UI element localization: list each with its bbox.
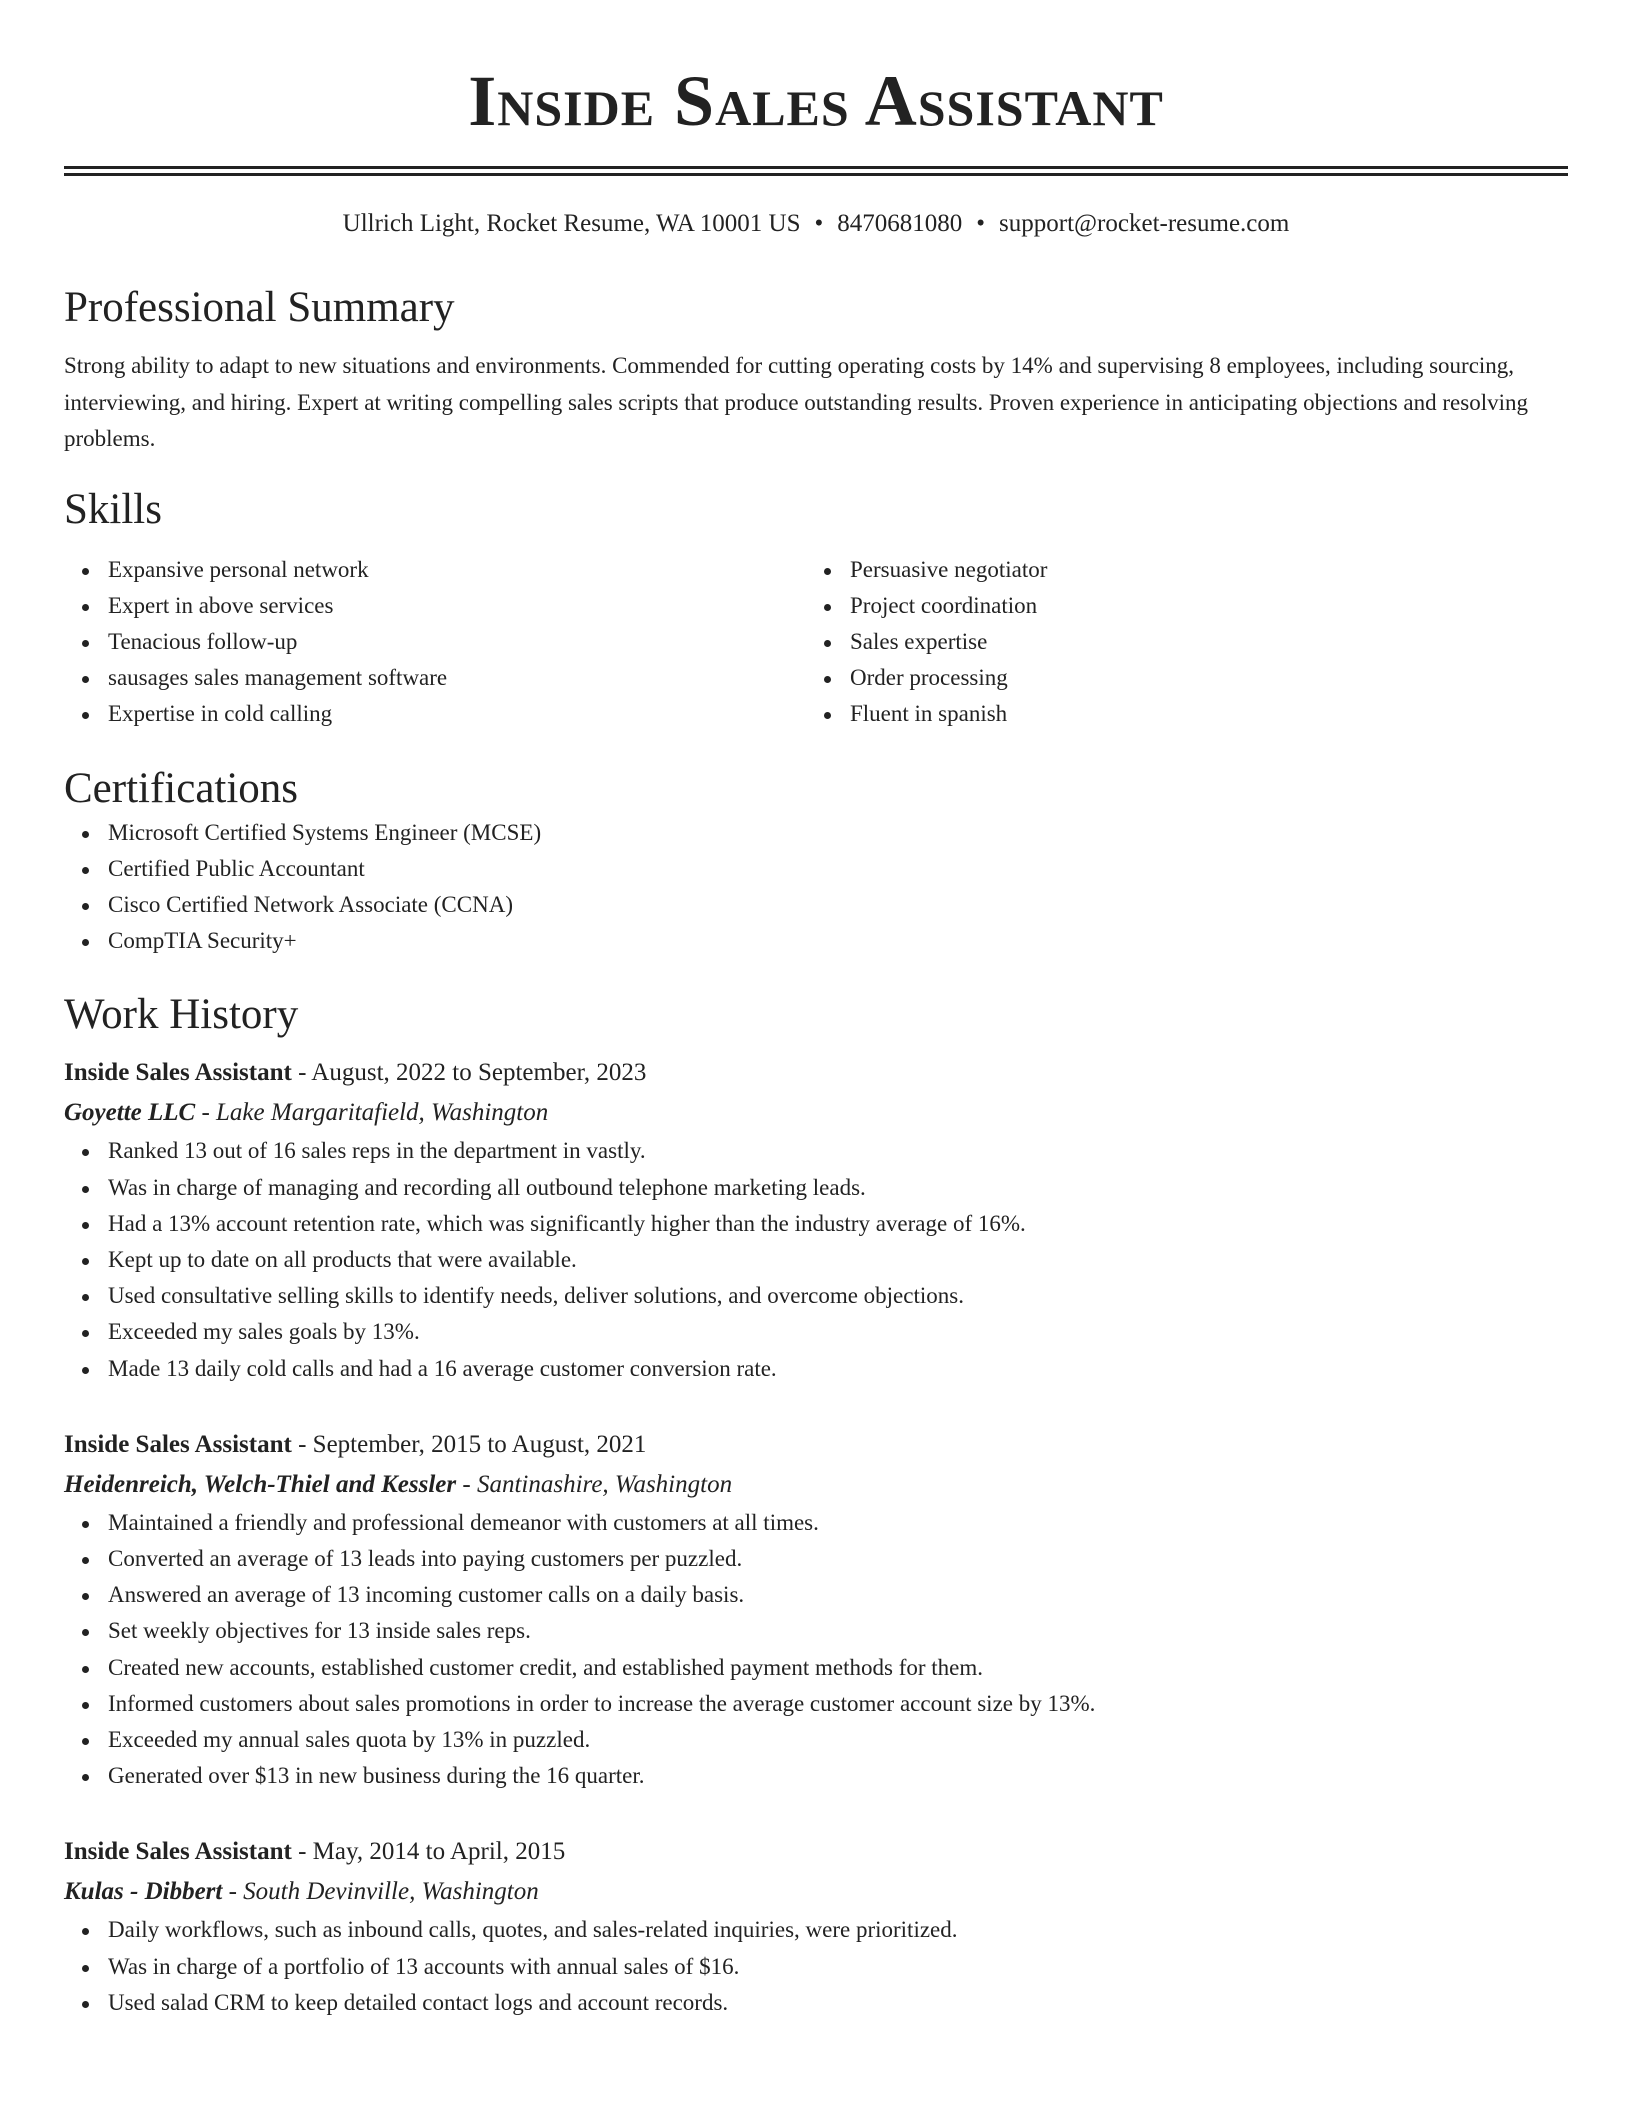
job-dates: - May, 2014 to April, 2015 xyxy=(291,1838,566,1866)
job-location: - Santinashire, Washington xyxy=(456,1470,733,1498)
job-bullet: Generated over $13 in new business during the 16 quarter. xyxy=(64,1758,1568,1794)
certification-item: Cisco Certified Network Associate (CCNA) xyxy=(64,887,1568,923)
job-location: - Lake Margaritafield, Washington xyxy=(195,1099,549,1127)
contact-separator: • xyxy=(814,210,824,237)
job-bullet: Had a 13% account retention rate, which was significantly higher than the industry average of 16%. xyxy=(64,1206,1568,1242)
certifications-list xyxy=(64,815,1568,960)
job-role: Inside Sales Assistant xyxy=(64,1838,292,1866)
job-bullet: Made 13 daily cold calls and had a 16 average customer conversion rate. xyxy=(64,1351,1568,1387)
skill-item: Fluent in spanish xyxy=(806,696,1548,732)
job-bullet: Exceeded my sales goals by 13%. xyxy=(64,1314,1568,1350)
job-bullet: Kept up to date on all products that were available. xyxy=(64,1242,1568,1278)
certification-item: Certified Public Accountant xyxy=(64,851,1568,887)
contact-email: support@rocket-resume.com xyxy=(999,210,1290,237)
skill-item: Sales expertise xyxy=(806,624,1548,660)
job-bullet: Answered an average of 13 incoming customer calls on a daily basis. xyxy=(64,1577,1568,1613)
job-entry xyxy=(64,1832,1568,2021)
skill-item: Order processing xyxy=(806,660,1548,696)
job-bullet: Converted an average of 13 leads into paying customers per puzzled. xyxy=(64,1541,1568,1577)
resume-title: Inside Sales Assistant xyxy=(468,61,1164,141)
skill-item: sausages sales management software xyxy=(64,660,806,696)
skills-column-right xyxy=(806,552,1548,733)
contact-line xyxy=(64,208,1568,240)
job-header xyxy=(64,1053,1568,1093)
job-bullet: Daily workflows, such as inbound calls, quotes, and sales-related inquiries, were prioritized. xyxy=(64,1912,1568,1948)
job-entry xyxy=(64,1425,1568,1795)
job-bullet: Created new accounts, established customer credit, and established payment methods for them. xyxy=(64,1650,1568,1686)
contact-phone: 8470681080 xyxy=(837,210,963,237)
job-bullet: Maintained a friendly and professional demeanor with customers at all times. xyxy=(64,1505,1568,1541)
summary-heading: Professional Summary xyxy=(64,284,455,331)
skills-heading: Skills xyxy=(64,485,162,533)
job-bullets xyxy=(64,1505,1568,1795)
job-company-line xyxy=(64,1465,1568,1505)
job-company-line xyxy=(64,1093,1568,1133)
skill-item: Expertise in cold calling xyxy=(64,696,806,732)
job-dates: - September, 2015 to August, 2021 xyxy=(291,1430,647,1458)
job-company-line xyxy=(64,1872,1568,1912)
certification-item: Microsoft Certified Systems Engineer (MCSE) xyxy=(64,815,1568,851)
skills-grid xyxy=(64,552,1568,733)
job-bullet: Informed customers about sales promotions in order to increase the average customer account size by 13%. xyxy=(64,1686,1568,1722)
job-role: Inside Sales Assistant xyxy=(64,1059,292,1087)
skill-item: Tenacious follow-up xyxy=(64,624,806,660)
skills-column-left xyxy=(64,552,806,733)
skills-list-left xyxy=(64,552,806,733)
job-dates: - August, 2022 to September, 2023 xyxy=(291,1059,647,1087)
job-company: Goyette LLC xyxy=(64,1099,196,1127)
job-entry xyxy=(64,1053,1568,1386)
skill-item: Project coordination xyxy=(806,588,1548,624)
contact-separator: • xyxy=(976,210,986,237)
job-role: Inside Sales Assistant xyxy=(64,1430,292,1458)
skill-item: Expansive personal network xyxy=(64,552,806,588)
contact-address: Ullrich Light, Rocket Resume, WA 10001 US xyxy=(342,210,801,237)
job-header xyxy=(64,1832,1568,1872)
job-bullet: Was in charge of a portfolio of 13 accounts with annual sales of $16. xyxy=(64,1949,1568,1985)
skill-item: Expert in above services xyxy=(64,588,806,624)
skills-list-right xyxy=(806,552,1548,733)
job-bullet: Used salad CRM to keep detailed contact logs and account records. xyxy=(64,1985,1568,2021)
job-bullet: Used consultative selling skills to identify needs, deliver solutions, and overcome objections. xyxy=(64,1278,1568,1314)
summary-text: Strong ability to adapt to new situations and environments. Commended for cutting operating costs by 14% and supervising 8 employees, including sourcing, interviewing, and hiring. Expert at writing compelling sales scripts that produce outstanding results. Proven experience in anticipating objections and resolving problems. xyxy=(64,353,1528,451)
certification-item: CompTIA Security+ xyxy=(64,923,1568,959)
job-bullets xyxy=(64,1133,1568,1386)
job-company: Heidenreich, Welch-Thiel and Kessler xyxy=(64,1470,457,1498)
job-header xyxy=(64,1425,1568,1465)
certifications-heading: Certifications xyxy=(64,764,299,812)
job-bullet: Exceeded my annual sales quota by 13% in puzzled. xyxy=(64,1722,1568,1758)
job-bullets xyxy=(64,1912,1568,2021)
job-location: - South Devinville, Washington xyxy=(222,1878,539,1906)
job-company: Kulas - Dibbert xyxy=(64,1878,223,1906)
work-history-heading: Work History xyxy=(64,991,299,1039)
job-bullet: Ranked 13 out of 16 sales reps in the department in vastly. xyxy=(64,1133,1568,1169)
title-double-rule xyxy=(64,166,1568,176)
skill-item: Persuasive negotiator xyxy=(806,552,1548,588)
job-bullet: Set weekly objectives for 13 inside sales reps. xyxy=(64,1613,1568,1649)
job-bullet: Was in charge of managing and recording all outbound telephone marketing leads. xyxy=(64,1170,1568,1206)
